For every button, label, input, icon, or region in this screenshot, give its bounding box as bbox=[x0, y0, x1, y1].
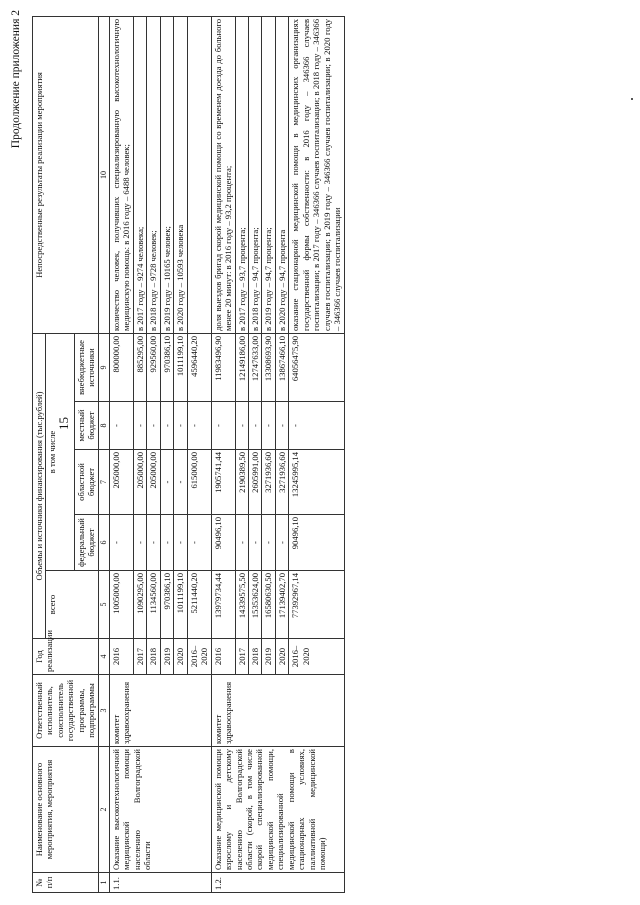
regional: 3271936,60 bbox=[275, 450, 288, 515]
year: 2018 bbox=[147, 639, 160, 675]
extra: 13308693,90 bbox=[262, 333, 275, 401]
total: 970386,10 bbox=[160, 571, 173, 639]
column-number: 7 bbox=[98, 450, 109, 515]
local: - bbox=[160, 402, 173, 450]
total: 1134560,00 bbox=[147, 571, 160, 639]
column-number: 9 bbox=[98, 333, 109, 401]
table-row bbox=[211, 16, 235, 892]
result: в 2020 году – 10593 человека bbox=[174, 16, 187, 333]
federal: - bbox=[160, 515, 173, 571]
extra: 12149186,00 bbox=[235, 333, 248, 401]
column-number: 8 bbox=[98, 402, 109, 450]
result bbox=[109, 16, 133, 333]
header-funding: Объемы и источники финансирования (тыс.рублей) bbox=[33, 333, 46, 638]
header-extra: внебюджетные источники bbox=[74, 333, 98, 401]
result: оказание стационарной медицинской помощи в медицинских организациях государственной формы собственности: в 2016 году – 346366 случаев госпитализации; в 2017 году – 346366 случаев госпитализации; в 2018 году – 346366 случаев госпитализации; в 2019 году – 346366 случаев госпитализации; в 2020 году – 346366 случаев госпитализации bbox=[289, 16, 344, 333]
extra: 800000,00 bbox=[109, 333, 133, 401]
page-number: 15 bbox=[56, 417, 71, 430]
program-funding-table bbox=[32, 16, 345, 893]
local: - bbox=[187, 402, 211, 450]
total: 5211440,20 bbox=[187, 571, 211, 639]
year: 2018 bbox=[248, 639, 261, 675]
header-total: всего bbox=[46, 571, 98, 639]
federal: - bbox=[174, 515, 187, 571]
result: в 2020 году – 94,7 процента bbox=[275, 16, 288, 333]
local: - bbox=[109, 402, 133, 450]
local: - bbox=[275, 402, 288, 450]
event-name: Оказание высокотехнологичной медицинской помощи населению Волгоградской области bbox=[109, 747, 211, 873]
total: 14339575,50 bbox=[235, 571, 248, 639]
federal: - bbox=[133, 515, 146, 571]
local: - bbox=[147, 402, 160, 450]
column-number: 10 bbox=[98, 16, 109, 333]
local: - bbox=[289, 402, 344, 450]
local: - bbox=[174, 402, 187, 450]
column-number: 2 bbox=[98, 747, 109, 873]
regional: 2190389,50 bbox=[235, 450, 248, 515]
year: 2016–2020 bbox=[289, 639, 344, 675]
regional: 205000,00 bbox=[133, 450, 146, 515]
total: 1005000,00 bbox=[109, 571, 133, 639]
header-year: Год реализации bbox=[33, 639, 99, 675]
result-intro: количество человек, получивших специализированную высокотехнологичную медицинскую помощь: bbox=[110, 18, 132, 331]
header-federal: федеральный бюджет bbox=[74, 515, 98, 571]
result: в 2017 году – 93,7 процента; bbox=[235, 16, 248, 333]
executor: комитет здравоохранения bbox=[211, 675, 344, 747]
extra: 12747633,00 bbox=[248, 333, 261, 401]
regional: 2605991,00 bbox=[248, 450, 261, 515]
column-number: 6 bbox=[98, 515, 109, 571]
total: 15353624,00 bbox=[248, 571, 261, 639]
local: - bbox=[133, 402, 146, 450]
total: 16580630,50 bbox=[262, 571, 275, 639]
header-results: Непосредственные результаты реализации мероприятия bbox=[33, 16, 99, 333]
column-number-row bbox=[98, 16, 109, 892]
federal: 90496,10 bbox=[211, 515, 235, 571]
federal: - bbox=[187, 515, 211, 571]
section-number: 1.1. bbox=[109, 873, 211, 893]
year: 2017 bbox=[133, 639, 146, 675]
total: 17139402,70 bbox=[275, 571, 288, 639]
regional: 13245995,14 bbox=[289, 450, 344, 515]
year: 2019 bbox=[262, 639, 275, 675]
result: в 2019 году – 10165 человек; bbox=[160, 16, 173, 333]
column-number: 3 bbox=[98, 675, 109, 747]
extra: 1011199,10 bbox=[174, 333, 187, 401]
column-number: 4 bbox=[98, 639, 109, 675]
result: в 2017 году – 9274 человека; bbox=[133, 16, 146, 333]
total: 13979734,44 bbox=[211, 571, 235, 639]
year: 2016–2020 bbox=[187, 639, 211, 675]
total: 77392967,14 bbox=[289, 571, 344, 639]
local: - bbox=[248, 402, 261, 450]
executor: комитет здравоохранения bbox=[109, 675, 211, 747]
header-event: Наименование основного мероприятия, мероприятия bbox=[33, 747, 99, 873]
result: в 2018 году – 94,7 процента; bbox=[248, 16, 261, 333]
year: 2016 bbox=[211, 639, 235, 675]
result: доля выездов бригад скорой медицинской помощи со временем доезда до больного менее 20 минут: в 2016 году – 93,2 процента; bbox=[211, 16, 235, 333]
column-number: 1 bbox=[98, 873, 109, 893]
header-no: № п/п bbox=[33, 873, 99, 893]
local: - bbox=[235, 402, 248, 450]
local: - bbox=[211, 402, 235, 450]
federal: - bbox=[109, 515, 133, 571]
result-line: в 2016 году – 6488 человек; bbox=[121, 144, 132, 245]
extra: 64056475,90 bbox=[289, 333, 344, 401]
local: - bbox=[262, 402, 275, 450]
table-row bbox=[109, 16, 133, 892]
header-regional: областной бюджет bbox=[74, 450, 98, 515]
federal: 90496,10 bbox=[289, 515, 344, 571]
section-number: 1.2. bbox=[211, 873, 344, 893]
regional: 3271936,60 bbox=[262, 450, 275, 515]
year: 2019 bbox=[160, 639, 173, 675]
extra: 929560,00 bbox=[147, 333, 160, 401]
regional: 205000,00 bbox=[109, 450, 133, 515]
regional: 205000,00 bbox=[147, 450, 160, 515]
extra: 11983496,90 bbox=[211, 333, 235, 401]
appendix-continuation-title: Продолжение приложения 2 bbox=[10, 10, 22, 149]
column-number: 5 bbox=[98, 571, 109, 639]
federal: - bbox=[147, 515, 160, 571]
year: 2017 bbox=[235, 639, 248, 675]
total: 1011199,10 bbox=[174, 571, 187, 639]
result: в 2019 году – 94,7 процента; bbox=[262, 16, 275, 333]
header-including: в том числе bbox=[46, 333, 74, 570]
result bbox=[187, 16, 211, 333]
extra: 970386,10 bbox=[160, 333, 173, 401]
federal: - bbox=[275, 515, 288, 571]
total: 1090295,00 bbox=[133, 571, 146, 639]
federal: - bbox=[248, 515, 261, 571]
regional: 1905741,44 bbox=[211, 450, 235, 515]
event-name: Оказание медицинской помощи взрослому и детскому населению Волгоградской области (скорой, в том числе скорой специализированной медицинской помощи, специализированной медицинской помощи в стационарных условиях, паллиативной медицинской помощи) bbox=[211, 747, 344, 873]
regional: - bbox=[174, 450, 187, 515]
extra: 13867466,10 bbox=[275, 333, 288, 401]
header-executor: Ответственный исполнитель, соисполнитель государственной программы, подпрограммы bbox=[33, 675, 99, 747]
extra: 4596440,20 bbox=[187, 333, 211, 401]
federal: - bbox=[235, 515, 248, 571]
regional: 615000,00 bbox=[187, 450, 211, 515]
result: в 2018 году – 9728 человек; bbox=[147, 16, 160, 333]
header-local: местный бюджет bbox=[74, 402, 98, 450]
year: 2020 bbox=[275, 639, 288, 675]
year: 2020 bbox=[174, 639, 187, 675]
year: 2016 bbox=[109, 639, 133, 675]
federal: - bbox=[262, 515, 275, 571]
extra: 885295,00 bbox=[133, 333, 146, 401]
regional: - bbox=[160, 450, 173, 515]
